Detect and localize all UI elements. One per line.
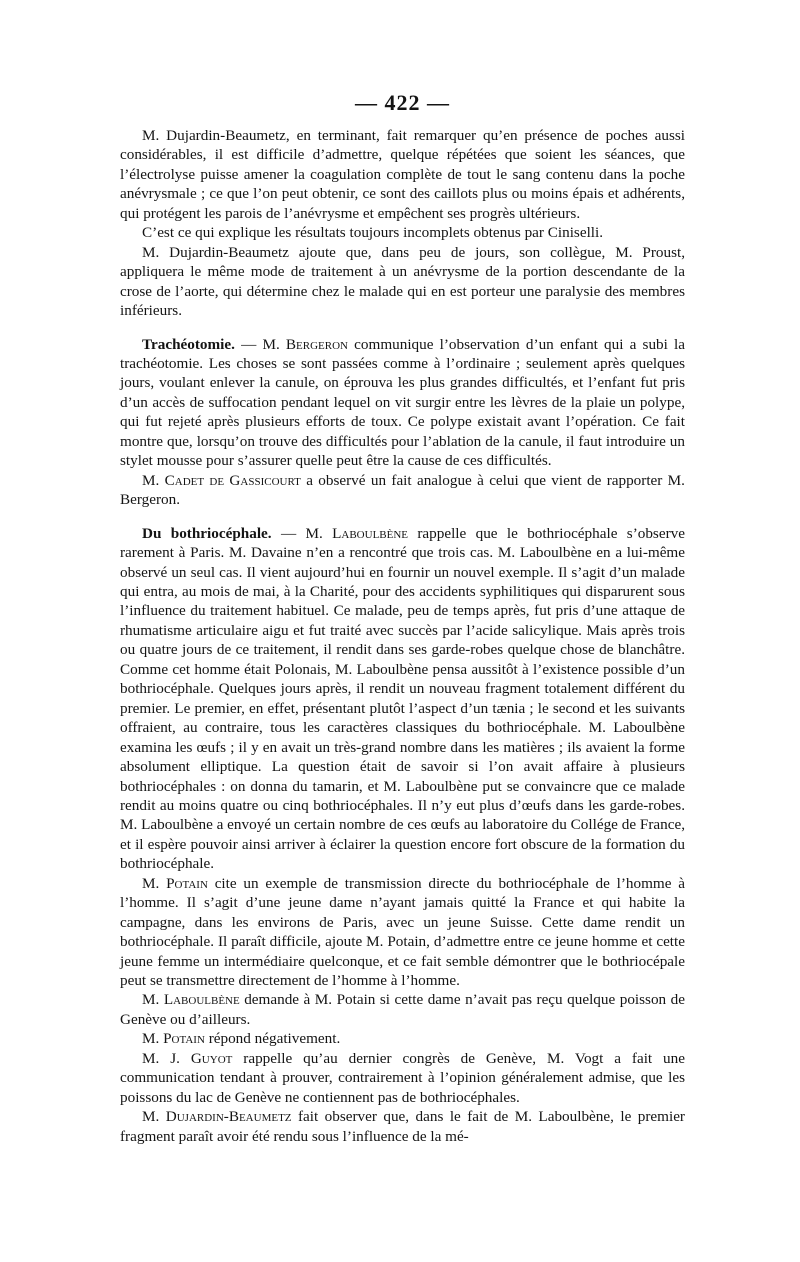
paragraph-text: cite un exemple de transmission directe du bothriocéphale de l’homme à l’homme. Il s’agit d’une jeune dame n’ayant jamais quitté la France et qui habite la campagne, dans les environs de Paris, avec un jeune Suisse. Cette dame rendit un bothriocéphale. Il paraît difficile, ajoute M. Potain, d’admettre entre ce jeune homme et cette jeune femme un intermédiaire quelconque, et ce fait semble démontrer que le bothriocépale peut se transmettre directement de l’homme à l’homme. (120, 874, 685, 990)
section-heading: Trachéotomie. (142, 335, 235, 353)
speaker-name: Potain (163, 1030, 205, 1048)
paragraph (120, 874, 685, 991)
speaker-name: Guyot (190, 1049, 233, 1067)
paragraph-text: M. (142, 471, 165, 489)
speaker-name: Laboulbène (163, 991, 240, 1009)
paragraph-text: M. Dujardin-Beaumetz, en terminant, fait remarquer qu’en présence de poches aussi considérables, il est difficile d’admettre, quelque répétées que soient les séances, que l’électrolyse puisse amener la coagulation complète de tout le sang contenu dans la poche anévrysmale ; ce que l’on peut obtenir, ce sont des caillots plus ou moins épais et adhérents, qui protégent les parois de l’anévrysme et empêchent ses progrès ultérieurs. (120, 127, 685, 222)
paragraph (120, 1029, 685, 1048)
speaker-name: Potain (166, 874, 208, 892)
paragraph-text: demande à M. Potain si cette dame n’avait pas reçu quelque poisson de Genève ou d’ailleurs. (120, 991, 685, 1028)
paragraph-text: M. Dujardin-Beaumetz ajoute que, dans peu de jours, son collègue, M. Proust, appliquera le même mode de traitement à un anévrysme de la portion descendante de la crose de l’aorte, qui détermine chez le malade qui en est porteur une paralysie des membres inférieurs. (120, 243, 685, 320)
paragraph-text: a observé un fait analogue à celui que vient de rapporter M. Bergeron. (120, 471, 685, 509)
paragraph-text: M. (142, 874, 167, 892)
paragraph (120, 990, 685, 1029)
paragraph-text: M. J. (142, 1049, 191, 1067)
speaker-name: Cadet de Gassicourt (164, 471, 301, 489)
document-page (120, 90, 685, 1146)
paragraph (120, 126, 685, 223)
page-number: — 422 — (355, 90, 450, 115)
paragraph (120, 1049, 685, 1107)
paragraph (120, 243, 685, 321)
text-body (120, 126, 685, 1146)
paragraph-text: rappelle que le bothriocéphale s’observe rarement à Paris. M. Davaine n’en a rencontré que trois cas. M. Laboulbène en a lui-même observé un seul cas. Il vient aujourd’hui en fournir un nouvel exemple. Il s’agit d’un malade qui entra, au mois de mai, à la Charité, pour des accidents syphilitiques qui disparurent sous l’influence du traitement habituel. Ce malade, peu de temps après, fut pris d’une attaque de rhumatisme articulaire aigu et fut traité avec succès par l’acide salicylique. Mais après trois ou quatre jours de ce traitement, il rendit dans ses garde-robes quelque chose de blanchâtre. Comme cet homme était Polonais, M. Laboulbène pensa aussitôt à l’existence possible d’un bothriocéphale. Quelques jours après, il rendit un nouveau fragment totalement différent du premier. Le premier, en effet, présentant plutôt l’aspect d’un tænia ; le second et les suivants offraient, au contraire, tous les caractères classiques du bothriocéphale. M. Laboulbène examina les œufs ; il y en avait un très-grand nombre dans les matières ; ils avaient la forme absolument elliptique. La question était de savoir si l’on avait affaire à plusieurs bothriocéphales : on donna du tamarin, et M. Laboulbène put se convaincre que ce malade rendit au moins quatre ou cinq bothriocéphales. Il n’y eut plus d’œufs dans les garde-robes. M. Laboulbène a envoyé un certain nombre de ces œufs au laboratoire du Collége de France, et il espère pouvoir ainsi arriver à éclairer la question encore fort obscure de la formation du bothriocéphale. (120, 524, 685, 873)
paragraph-text: communique l’observation d’un enfant qui a subi la trachéotomie. Les choses se sont passées comme à l’ordinaire ; seulement après quelques jours, voulant enlever la canule, on éprouva les plus grandes difficultés, et l’enfant fut pris d’un accès de suffocation pendant lequel on vit surgir entre les lèvres de la plaie un polype, qui fut rejeté après plusieurs efforts de toux. Ce polype existait avant l’opération. Ce fait montre que, lorsqu’on trouve des difficultés pour l’ablation de la canule, il faut introduire un stylet mousse pour s’assurer quelle peut être la cause de ces difficultés. (120, 335, 685, 470)
paragraph-text: répond négativement. (204, 1030, 341, 1048)
paragraph-text: M. (142, 1108, 166, 1126)
speaker-name: Bergeron (285, 335, 348, 353)
paragraph-text: M. (142, 1030, 164, 1048)
paragraph (120, 335, 685, 471)
paragraph (120, 223, 685, 242)
paragraph-text: — M. (234, 335, 286, 353)
paragraph (120, 1107, 685, 1146)
paragraph (120, 471, 685, 510)
paragraph-text: M. (142, 991, 164, 1009)
paragraph-text: — M. (271, 524, 333, 542)
speaker-name: Laboulbène (332, 524, 409, 542)
section-heading: Du bothriocéphale. (142, 524, 272, 542)
paragraph-text: rappelle qu’au dernier congrès de Genève, M. Vogt a fait une communication tendant à prouver, contrairement à l’opinion généralement admise, que les poissons du lac de Genève ne contiennent pas de bothriocéphales. (120, 1049, 685, 1106)
paragraph (120, 524, 685, 874)
speaker-name: Dujardin-Beaumetz (165, 1108, 292, 1126)
paragraph-text: fait observer que, dans le fait de M. Laboulbène, le premier fragment paraît avoir été rendu sous l’influence de la mé- (120, 1108, 685, 1145)
paragraph-text: C’est ce qui explique les résultats toujours incomplets obtenus par Ciniselli. (142, 224, 604, 242)
